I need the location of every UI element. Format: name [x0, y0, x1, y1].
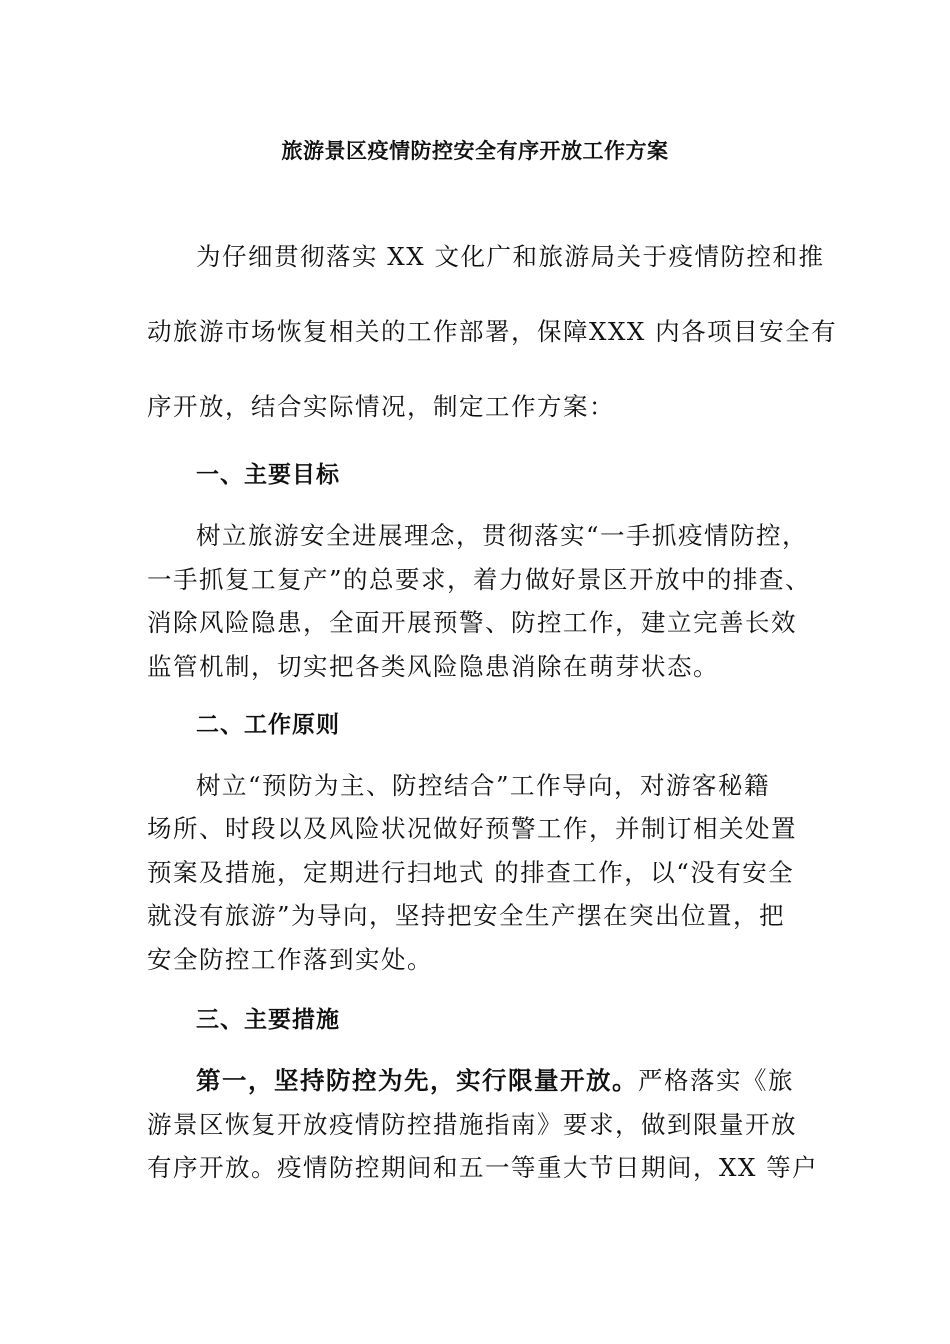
section1-line-3: 消除风险隐患，全面开展预警、防控工作，建立完善长效 — [147, 608, 797, 637]
section2-line-5: 安全防控工作落到实处。 — [147, 945, 433, 974]
intro-line-1: 为仔细贯彻落实 XX 文化广和旅游局关于疫情防控和推 — [196, 242, 825, 271]
section1-line-4: 监管机制，切实把各类风险隐患消除在萌芽状态。 — [147, 652, 719, 681]
section2-heading: 二、工作原则 — [196, 712, 340, 738]
section1-heading: 一、主要目标 — [196, 462, 340, 488]
section3-heading: 三、主要措施 — [196, 1007, 340, 1033]
document-title: 旅游景区疫情防控安全有序开放工作方案 — [281, 139, 669, 163]
section3-line-2: 游景区恢复开放疫情防控措施指南》要求，做到限量开放 — [147, 1110, 797, 1139]
section3-line-1-rest: 严格落实《旅 — [638, 1066, 794, 1095]
section1-line-1: 树立旅游安全进展理念，贯彻落实“一手抓疫情防控， — [196, 521, 809, 550]
section2-line-4: 就没有旅游”为导向，坚持把安全生产摆在突出位置，把 — [147, 901, 786, 930]
intro-line-2: 动旅游市场恢复相关的工作部署，保障XXX 内各项目安全有 — [147, 317, 838, 346]
section2-line-1: 树立“预防为主、防控结合”工作导向，对游客秘籍 — [196, 771, 771, 800]
section3-line-1 — [196, 1065, 808, 1097]
section2-line-2: 场所、时段以及风险状况做好预警工作，并制订相关处置 — [147, 814, 797, 843]
section3-lead: 第一，坚持防控为先，实行限量开放。 — [196, 1066, 638, 1095]
section2-line-3: 预案及措施，定期进行扫地式 的排查工作，以“没有安全 — [147, 858, 795, 887]
section3-line-3: 有序开放。疫情防控期间和五一等重大节日期间，XX 等户 — [147, 1153, 819, 1182]
intro-line-3: 序开放，结合实际情况，制定工作方案： — [147, 392, 615, 421]
section1-line-2: 一手抓复工复产”的总要求，着力做好景区开放中的排查、 — [147, 565, 812, 594]
